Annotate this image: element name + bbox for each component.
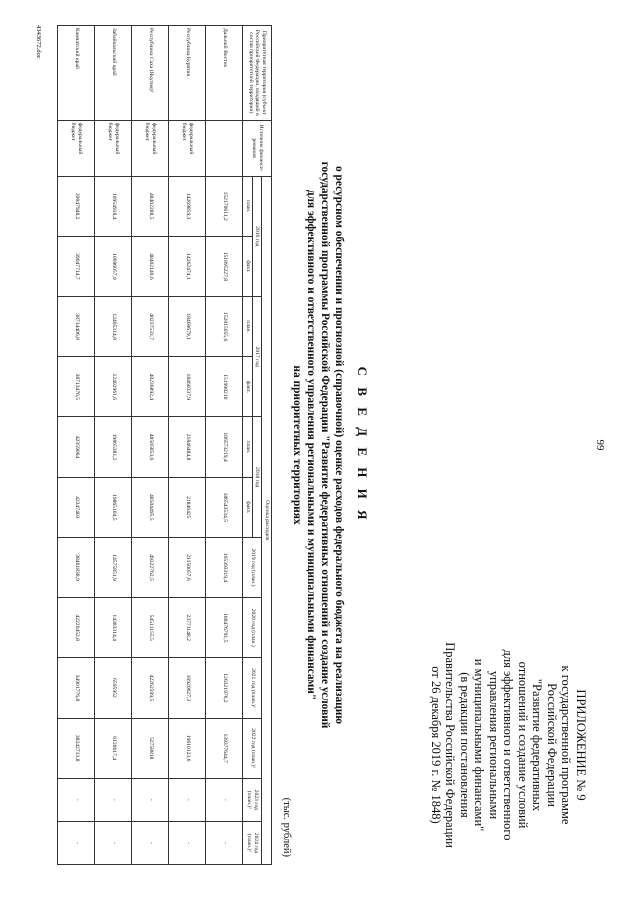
value-cell: 21150057,6 xyxy=(169,537,206,597)
value-cell: 21846425 xyxy=(169,477,206,537)
document-title-block xyxy=(290,45,370,845)
source-cell: федеральный бюджет xyxy=(169,120,206,176)
header-fact-2018: факт. xyxy=(243,477,253,537)
value-cell: - xyxy=(132,821,169,864)
value-cell: 48402288,5 xyxy=(132,176,169,236)
header-year-2016: 2016 год xyxy=(253,176,263,296)
value-cell: 16920627,3 xyxy=(169,658,206,718)
territory-cell: Забайкальский край xyxy=(95,26,132,121)
value-cell: 23771148,2 xyxy=(169,598,206,658)
table-row xyxy=(132,26,169,865)
value-cell: 186543534,5 xyxy=(206,477,243,537)
value-cell: 34901776,8 xyxy=(58,658,95,718)
value-cell: 42226452,8 xyxy=(58,598,95,658)
appendix-line: для эффективного и ответственного xyxy=(501,649,516,841)
table-row xyxy=(95,26,132,865)
header-year-2017: 2017 год xyxy=(253,297,263,417)
value-cell: 151895227,8 xyxy=(206,236,243,296)
value-cell: 39047948,2 xyxy=(58,176,95,236)
value-cell: - xyxy=(206,778,243,821)
units-label: (тыс. рублей) xyxy=(281,797,292,857)
table-row xyxy=(58,26,95,865)
header-plan-2018: план. xyxy=(243,417,253,477)
value-cell: 139377644,7 xyxy=(206,718,243,778)
value-cell: 19865381,2 xyxy=(95,417,132,477)
value-cell: 21846484,8 xyxy=(169,417,206,477)
value-cell: - xyxy=(132,778,169,821)
value-cell: 38713476,5 xyxy=(58,357,95,417)
header-2020: 2020 год (план.) xyxy=(243,598,262,658)
value-cell: 52758818 xyxy=(132,718,169,778)
table-row xyxy=(169,26,206,865)
source-cell xyxy=(206,120,243,176)
value-cell: 14383314,4 xyxy=(95,598,132,658)
value-cell: 40237533,7 xyxy=(132,297,169,357)
value-cell: 6120617,4 xyxy=(95,718,132,778)
value-cell: 48504495,5 xyxy=(132,477,169,537)
value-cell: - xyxy=(95,778,132,821)
value-cell: 151998210 xyxy=(206,357,243,417)
header-estimate: Оценка расходов xyxy=(262,176,272,864)
value-cell: - xyxy=(169,778,206,821)
value-cell: 10696057,9 xyxy=(95,236,132,296)
value-cell: 49322762,5 xyxy=(132,537,169,597)
territory-cell: Камчатский край xyxy=(58,26,95,121)
value-cell: 38714406,8 xyxy=(58,297,95,357)
value-cell: - xyxy=(206,821,243,864)
value-cell: 126321976,2 xyxy=(206,658,243,718)
document-subtitle xyxy=(290,45,346,845)
value-cell: 48402140,6 xyxy=(132,236,169,296)
source-cell: федеральный бюджет xyxy=(132,120,169,176)
value-cell: 48505853,6 xyxy=(132,417,169,477)
value-cell: 6595952 xyxy=(95,658,132,718)
header-2022: 2022 год (план.)¹ xyxy=(243,718,262,778)
value-cell: 42347403 xyxy=(58,477,95,537)
header-fact-2017: факт. xyxy=(243,357,253,417)
value-cell: 14269859,3 xyxy=(169,176,206,236)
header-plan-2016: план. xyxy=(243,176,253,236)
value-cell: - xyxy=(95,821,132,864)
source-cell: федеральный бюджет xyxy=(95,120,132,176)
appendix-line: и муниципальными финансами" xyxy=(472,658,487,832)
value-cell: 42262599,5 xyxy=(132,658,169,718)
header-year-2018: 2018 год xyxy=(253,417,263,537)
table-row xyxy=(206,26,243,865)
header-plan-2017: план. xyxy=(243,297,253,357)
value-cell: 186573219,4 xyxy=(206,417,243,477)
subtitle-line: о ресурсном обеспечении и прогнозной (справочной) оценке расходов федерального бюджета на реализацию xyxy=(333,166,345,724)
value-cell: 39047714,7 xyxy=(58,236,95,296)
header-territory: Приоритетная территория (субъект Российской Федерации, входящий в состав приоритетной территории) xyxy=(243,26,272,121)
value-cell: 38242713,8 xyxy=(58,718,95,778)
rotated-landscape-sheet xyxy=(30,25,610,865)
header-2024: 2024 год (план.)² xyxy=(243,821,262,864)
header-2023: 2023 год (план.)² xyxy=(243,778,262,821)
value-cell: - xyxy=(169,821,206,864)
value-cell: 18460679,1 xyxy=(169,297,206,357)
appendix-line: (в редакции постановления xyxy=(458,672,472,818)
expenses-table xyxy=(58,25,273,865)
value-cell: - xyxy=(58,778,95,821)
territory-cell: Республика Саха (Якутия)³ xyxy=(132,26,169,121)
value-cell: - xyxy=(58,821,95,864)
appendix-line: к государственной программе xyxy=(559,665,574,825)
value-cell: 180476791,5 xyxy=(206,598,243,658)
value-cell: 12402961,6 xyxy=(95,357,132,417)
value-cell: 19865104,5 xyxy=(95,477,132,537)
value-cell: 165393319,4 xyxy=(206,537,243,597)
value-cell: 18460337,9 xyxy=(169,357,206,417)
appendix-line: отношений и создание условий xyxy=(516,661,530,829)
value-cell: 54511155,5 xyxy=(132,598,169,658)
header-fact-2016: факт. xyxy=(243,236,253,296)
value-cell: 40236892,4 xyxy=(132,357,169,417)
table-body xyxy=(58,26,243,865)
value-cell: 12405314,8 xyxy=(95,297,132,357)
appendix-line: "Развитие федеративных xyxy=(530,678,545,812)
value-cell: 42359064 xyxy=(58,417,95,477)
header-2019: 2019 год (план.) xyxy=(243,537,262,597)
value-cell: 38461838,9 xyxy=(58,537,95,597)
page-number: 99 xyxy=(594,439,606,451)
appendix-line: управления региональными xyxy=(487,670,501,820)
header-2021: 2021 год (план.)¹ xyxy=(243,658,262,718)
value-cell: 19610123,6 xyxy=(169,718,206,778)
territory-cell: Республика Бурятия xyxy=(169,26,206,121)
appendix-line: Российской Федерации xyxy=(545,683,559,807)
value-cell: 10954918,4 xyxy=(95,176,132,236)
value-cell: 152170611,2 xyxy=(206,176,243,236)
territory-cell: Дальний Восток xyxy=(206,26,243,121)
value-cell: 152015055,6 xyxy=(206,297,243,357)
file-name-footer: 4343672.doc xyxy=(35,25,42,59)
appendix-line: ПРИЛОЖЕНИЕ № 9 xyxy=(574,689,588,801)
document-title: С В Е Д Е Н И Я xyxy=(355,366,370,524)
appendix-line: от 26 декабря 2019 г. № 1848) xyxy=(429,666,443,824)
appendix-line: Правительства Российской Федерации xyxy=(443,642,458,848)
header-source: Источник финанси-рования xyxy=(243,120,272,176)
appendix-header xyxy=(429,625,589,865)
subtitle-line: для эффективного и ответственного управления региональными и муниципальными финансами" xyxy=(305,189,317,701)
value-cell: 14575851,9 xyxy=(95,537,132,597)
subtitle-line: на приоритетных территориях xyxy=(291,365,303,525)
subtitle-line: государственной программы Российской Федерации "Развитие федеративных отношений и создание условий xyxy=(319,161,331,729)
value-cell: 14262474,1 xyxy=(169,236,206,296)
source-cell: федеральный бюджет xyxy=(58,120,95,176)
